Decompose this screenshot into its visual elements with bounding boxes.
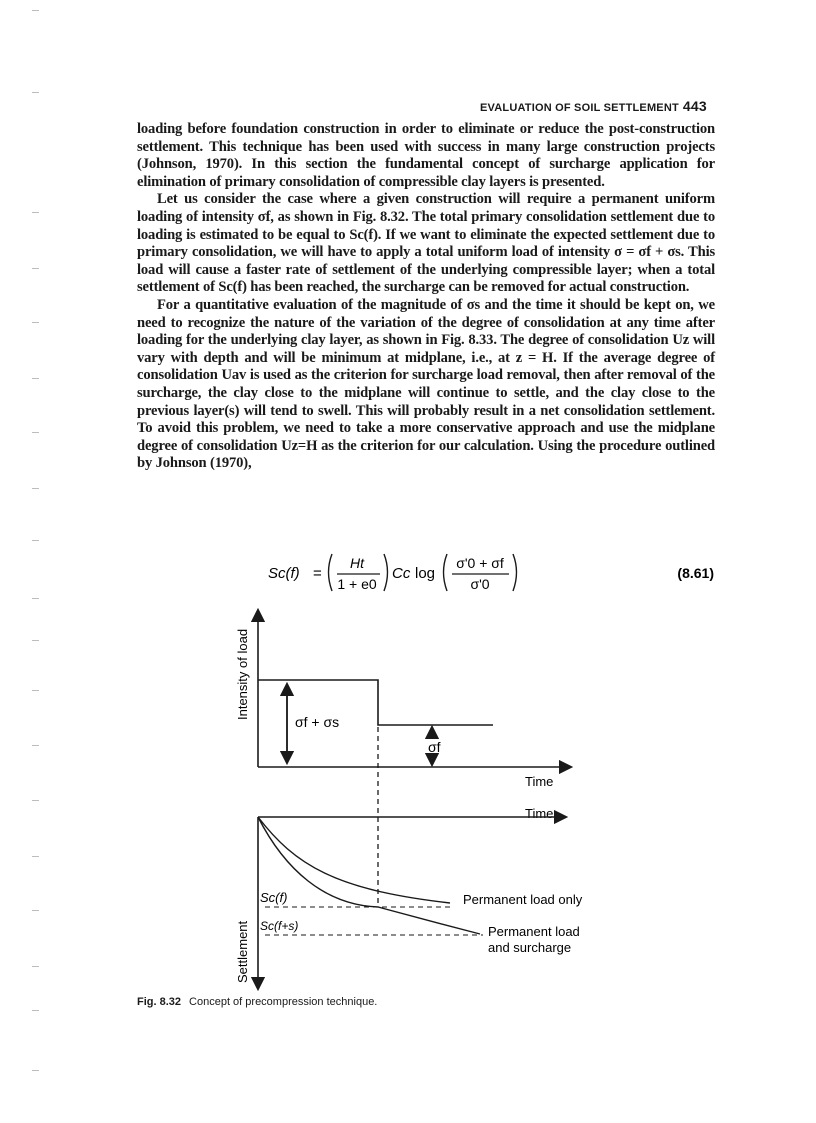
curve2-label-line1: Permanent load [488, 924, 580, 939]
load-total-label: σf + σs [295, 714, 340, 730]
curve2-label-line2: and surcharge [488, 940, 572, 955]
scan-gutter-marks [28, 0, 42, 1123]
paragraph-2: Let us consider the case where a given construction will require a permanent uniform loading of intensity σf, as shown in Fig. 8.32. The total primary consolidation settlement due to loading is estimated to be equal to Sc(f). If we want to eliminate the expected settlement due to primary consolidation, we will have to apply a total uniform load of intensity σ = σf + σs. This load will cause a faster rate of settlement of the underlying compressible layer; when a total settlement of Sc(f) has been reached, the surcharge can be removed for actual construction. [137, 191, 715, 296]
caption-number: Fig. 8.32 [137, 996, 182, 1008]
eq-paren-right-2 [513, 554, 517, 591]
eq-frac2-den: σ'0 [470, 576, 490, 592]
eq-paren-left-1 [329, 554, 333, 591]
equation-8-61 [268, 548, 716, 596]
eq-paren-right-1 [384, 554, 388, 591]
running-title: EVALUATION OF SOIL SETTLEMENT [480, 102, 679, 114]
figure-caption [137, 996, 377, 1008]
time-label-top: Time [525, 774, 554, 789]
eq-equals: = [313, 565, 322, 582]
caption-text: Concept of precompression technique. [189, 996, 378, 1008]
eq-number: (8.61) [677, 565, 714, 581]
time-label-bottom: Time [525, 806, 554, 821]
eq-frac1-num: Ht [350, 555, 364, 571]
figure-8-32 [225, 605, 625, 995]
eq-frac1-den: 1 + e0 [337, 576, 377, 592]
eq-paren-left-2 [444, 554, 448, 591]
scfs-label: Sc(f+s) [260, 919, 299, 933]
y-label-bottom: Settlement [235, 920, 250, 983]
eq-coef: Cc [392, 565, 411, 582]
page-number: 443 [682, 98, 707, 114]
curve1-label: Permanent load only [463, 892, 583, 907]
body-text [137, 121, 715, 473]
y-label-top: Intensity of load [235, 628, 250, 720]
paragraph-3: For a quantitative evaluation of the magnitude of σs and the time it should be kept on, we need to recognize the nature of the variation of the degree of consolidation at any time after loading for the underlying clay layer, as shown in Fig. 8.33. The degree of consolidation Uz will vary with depth and will be minimum at midplane, i.e., at z = H. If the average degree of consolidation Uav is used as the criterion for surcharge load removal, then after removal of the surcharge, the clay close to the midplane will continue to settle, and the clay close to the previous layer(s) will tend to swell. This will probably result in a net consolidation settlement. To avoid this problem, we need to take a more conservative approach and use the midplane degree of consolidation Uz=H as the criterion for our calculation. Using the procedure outlined by Johnson (1970), [137, 296, 715, 472]
eq-lhs: Sc(f) [268, 565, 300, 582]
load-step-line [258, 680, 493, 725]
load-perm-label: σf [428, 739, 441, 755]
eq-frac2-num: σ'0 + σf [456, 555, 504, 571]
scf-label: Sc(f) [260, 890, 288, 905]
curve-with-surcharge [258, 817, 480, 934]
eq-log: log [415, 565, 436, 582]
running-header [480, 98, 720, 114]
paragraph-1: loading before foundation construction in order to eliminate or reduce the post-construction settlement. This technique has been used with success in many large construction projects (Johnson, 1970). In this section the fundamental concept of surcharge application for elimination of primary consolidation of compressible clay layers is presented. [137, 121, 715, 190]
